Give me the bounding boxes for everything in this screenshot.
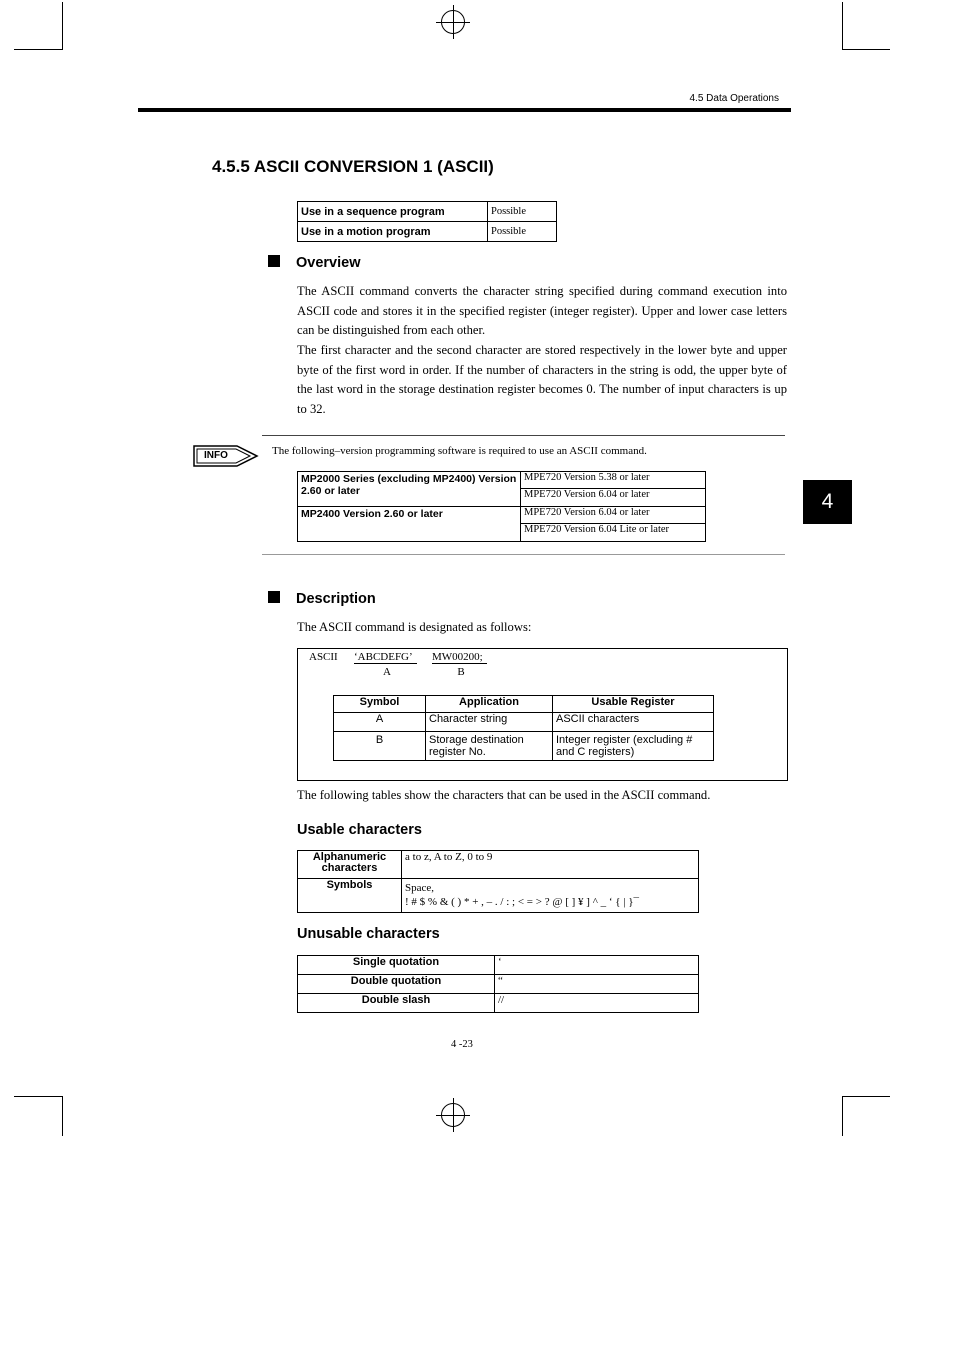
crop-mark: [14, 1096, 62, 1097]
version-value: MPE720 Version 6.04 or later: [521, 489, 706, 507]
register-cell: ASCII characters: [553, 713, 714, 732]
column-header: Usable Register: [553, 696, 714, 713]
usage-value: Possible: [488, 222, 557, 242]
table-row: [298, 851, 699, 879]
table-row: [334, 713, 714, 732]
usable-heading: Usable characters: [297, 822, 422, 838]
arg-a-label: A: [383, 666, 391, 678]
info-text: The following–version programming software is required to use an ASCII command.: [272, 445, 647, 457]
unusable-value: ‘: [495, 956, 699, 975]
table-header-row: [334, 696, 714, 713]
registration-mark-icon: [436, 5, 470, 39]
command-box: [297, 648, 788, 781]
table-row: [298, 507, 706, 524]
page-number: 4 -23: [451, 1039, 473, 1050]
unusable-heading: Unusable characters: [297, 926, 440, 942]
application-cell: Storage destination register No.: [426, 732, 553, 761]
crop-mark: [842, 1096, 843, 1136]
running-header: 4.5 Data Operations: [689, 93, 779, 104]
version-value: MPE720 Version 5.38 or later: [521, 472, 706, 489]
description-heading: Description: [268, 591, 376, 607]
unusable-label: Single quotation: [298, 956, 495, 975]
usable-value: [402, 879, 699, 913]
usage-label: Use in a sequence program: [298, 202, 488, 222]
version-group-label: MP2000 Series (excluding MP2400) Version 2.60 or later: [298, 472, 521, 507]
crop-mark: [842, 49, 890, 50]
application-cell: Character string: [426, 713, 553, 732]
command-arg-b: MW00200;: [432, 651, 487, 664]
description-intro: The ASCII command is designated as follows:: [297, 620, 532, 634]
unusable-value: “: [495, 975, 699, 994]
overview-paragraph: The first character and the second character are stored respectively in the lower byte and upper byte of the first word in order. If the number of characters in the string is odd, the upper byte of the last word in the storage destination register becomes 0. The number of input characters is up to 32.: [297, 343, 787, 416]
info-badge-label: INFO: [204, 450, 228, 461]
version-value: MPE720 Version 6.04 Lite or later: [521, 524, 706, 542]
crop-mark: [842, 2, 843, 50]
symbol-cell: B: [334, 732, 426, 761]
usable-value-line: ! # $ % & ( ) * + , – . / : ; < = > ? @ [ ] ¥ ] ^ _ ‘ { | }¯: [405, 896, 640, 908]
usable-value-line: Space,: [405, 882, 435, 894]
column-header: Application: [426, 696, 553, 713]
symbol-table: [333, 695, 714, 761]
header-rule: [138, 108, 791, 112]
arg-b-label: B: [457, 666, 465, 678]
symbol-cell: A: [334, 713, 426, 732]
table-row: [334, 732, 714, 761]
unusable-value: //: [495, 994, 699, 1013]
table-row: [298, 975, 699, 994]
command-keyword: ASCII: [309, 651, 338, 663]
crop-mark: [62, 1096, 63, 1136]
register-cell: Integer register (excluding # and C registers): [553, 732, 714, 761]
unusable-label: Double quotation: [298, 975, 495, 994]
overview-heading: Overview: [268, 255, 361, 271]
crop-mark: [842, 1096, 890, 1097]
column-header: Symbol: [334, 696, 426, 713]
usage-table: [297, 201, 557, 242]
crop-mark: [14, 49, 62, 50]
usable-table: [297, 850, 699, 913]
command-arg-a: ‘ABCDEFG’: [354, 651, 417, 664]
square-bullet-icon: [268, 255, 280, 267]
crop-mark: [62, 2, 63, 50]
table-row: [298, 879, 699, 913]
usage-label: Use in a motion program: [298, 222, 488, 242]
registration-mark-icon: [436, 1098, 470, 1132]
unusable-label: Double slash: [298, 994, 495, 1013]
unusable-table: [297, 955, 699, 1013]
chapter-tab: 4: [803, 480, 852, 524]
info-icon: [191, 444, 259, 468]
usable-label: Alphanumeric characters: [298, 851, 402, 879]
usage-value: Possible: [488, 202, 557, 222]
table-row: [298, 202, 557, 222]
table-row: [298, 472, 706, 489]
version-value: MPE720 Version 6.04 or later: [521, 507, 706, 524]
section-title: 4.5.5 ASCII CONVERSION 1 (ASCII): [212, 157, 494, 176]
info-bottom-rule: [262, 554, 785, 555]
square-bullet-icon: [268, 591, 280, 603]
description-after: The following tables show the characters that can be used in the ASCII command.: [297, 788, 711, 802]
usable-value: a to z, A to Z, 0 to 9: [402, 851, 699, 879]
table-row: [298, 222, 557, 242]
usable-label: Symbols: [298, 879, 402, 913]
table-row: [298, 956, 699, 975]
info-top-rule: [262, 435, 785, 436]
version-group-label: MP2400 Version 2.60 or later: [298, 507, 521, 542]
table-row: [298, 994, 699, 1013]
overview-paragraph: The ASCII command converts the character string specified during command execution into ASCII code and stores it in the specified register (integer register). Upper and lower case letters can be distinguished from each other.: [297, 284, 787, 338]
version-table: [297, 471, 706, 542]
